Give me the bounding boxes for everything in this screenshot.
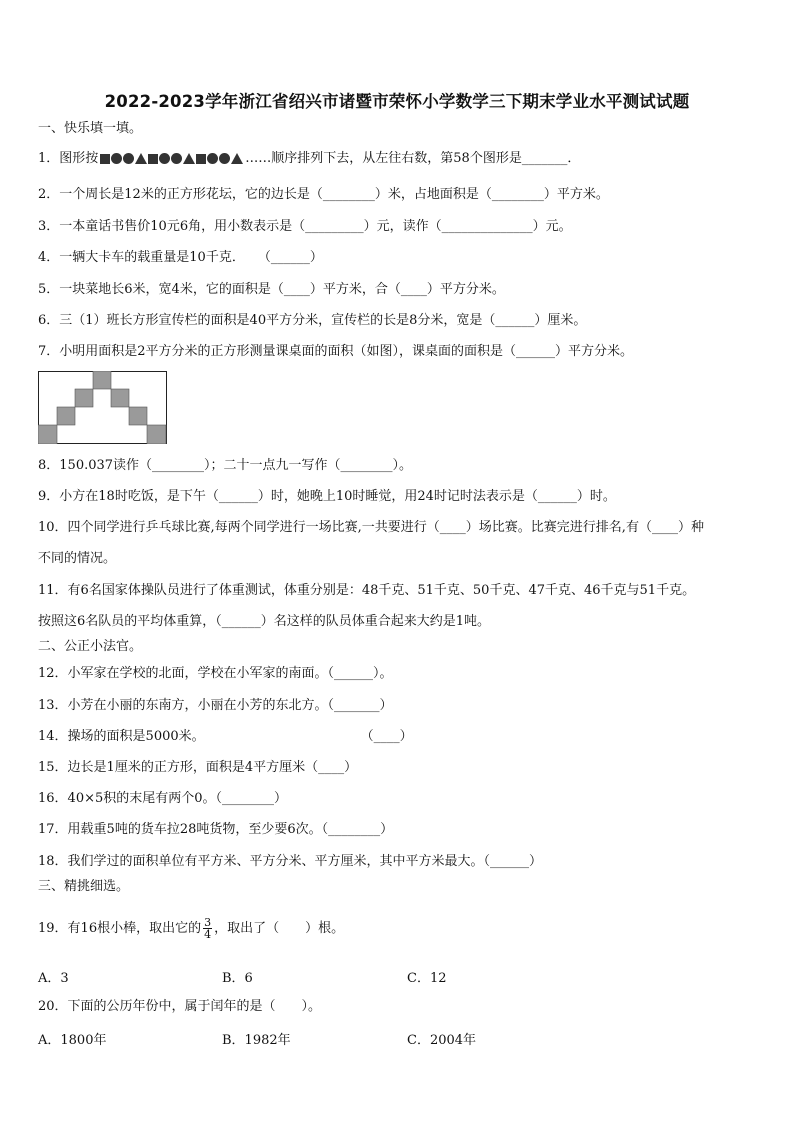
question-5: 5．一块菜地长6米，宽4米，它的面积是（____）平方米，合（____）平方分米。 xyxy=(38,282,505,297)
q19-option-a[interactable]: A．3 xyxy=(38,971,69,986)
question-11-continued: 按照这6名队员的平均体重算，（______）名这样的队员体重合起来大约是1吨。 xyxy=(38,614,491,629)
fraction-denominator: 4 xyxy=(204,928,212,941)
question-8: 8．150.037读作（________）；二十一点九一写作（________）。 xyxy=(38,458,413,473)
circle-icon xyxy=(219,153,230,164)
q20-option-a[interactable]: A．1800年 xyxy=(38,1033,107,1048)
fraction-numerator: 3 xyxy=(204,916,212,929)
question-12: 12．小军家在学校的北面，学校在小军家的南面。（______）。 xyxy=(38,666,393,681)
question-7: 7．小明用面积是2平方分米的正方形测量课桌面的面积（如图），课桌面的面积是（______）平方分米。 xyxy=(38,344,634,359)
question-4: 4．一辆大卡车的载重量是10千克． （______） xyxy=(38,250,323,265)
circle-icon xyxy=(159,153,170,164)
fraction xyxy=(203,917,212,940)
question-10: 10．四个同学进行乒乓球比赛,每两个同学进行一场比赛,一共要进行（____）场比赛。比赛完进行排名,有（____）种 xyxy=(38,520,704,535)
triangle-icon xyxy=(231,153,243,164)
question-16: 16．40×5积的末尾有两个0。（________） xyxy=(38,791,288,806)
question-19-prefix: 19．有16根小棒，取出它的 xyxy=(38,921,202,936)
question-19-suffix: ，取出了（ ）根。 xyxy=(214,921,345,936)
question-13: 13．小芳在小丽的东南方，小丽在小芳的东北方。（_______） xyxy=(38,698,393,713)
section-heading-2: 二、公正小法官。 xyxy=(38,639,143,654)
q20-option-b[interactable]: B．1982年 xyxy=(222,1033,291,1048)
question-15: 15．边长是1厘米的正方形，面积是4平方厘米（____） xyxy=(38,760,358,775)
question-1 xyxy=(38,150,758,168)
question-1-prefix: 1．图形按 xyxy=(38,151,99,166)
question-10-continued: 不同的情况。 xyxy=(38,551,117,566)
q20-option-c[interactable]: C．2004年 xyxy=(407,1033,477,1048)
shape-sequence xyxy=(100,153,243,164)
question-18: 18．我们学过的面积单位有平方米、平方分米、平方厘米，其中平方米最大。（______） xyxy=(38,854,543,869)
question-6: 6．三（1）班长方形宣传栏的面积是40平方分米，宣传栏的长是8分米，宽是（______）厘米。 xyxy=(38,313,587,328)
page-title: 2022-2023学年浙江省绍兴市诸暨市荣怀小学数学三下期末学业水平测试试题 xyxy=(104,92,690,111)
desk-tiling-figure xyxy=(38,371,167,444)
square-icon xyxy=(196,154,206,164)
circle-icon xyxy=(207,153,218,164)
square-icon xyxy=(148,154,158,164)
circle-icon xyxy=(123,153,134,164)
square-icon xyxy=(100,154,110,164)
question-14: 14．操场的面积是5000米。 （____） xyxy=(38,729,413,744)
question-1-suffix: ……顺序排列下去，从左往右数，第58个图形是_______． xyxy=(245,151,581,166)
circle-icon xyxy=(111,153,122,164)
question-2: 2．一个周长是12米的正方形花坛，它的边长是（________）米，占地面积是（________）平方米。 xyxy=(38,187,609,202)
section-heading-1: 一、快乐填一填。 xyxy=(38,121,143,136)
q19-option-b[interactable]: B．6 xyxy=(222,971,253,986)
question-11: 11．有6名国家体操队员进行了体重测试，体重分别是：48千克、51千克、50千克、47千克、46千克与51千克。 xyxy=(38,583,696,598)
question-20: 20．下面的公历年份中，属于闰年的是（ ）。 xyxy=(38,999,322,1014)
circle-icon xyxy=(171,153,182,164)
question-3: 3．一本童话书售价10元6角，用小数表示是（_________）元，读作（______________）元。 xyxy=(38,219,572,234)
question-17: 17．用载重5吨的货车拉28吨货物，至少要6次。（________） xyxy=(38,822,394,837)
triangle-icon xyxy=(135,153,147,164)
q19-option-c[interactable]: C．12 xyxy=(407,971,447,986)
question-9: 9．小方在18时吃饭，是下午（______）时，她晚上10时睡觉，用24时记时法表示是（______）时。 xyxy=(38,489,616,504)
section-heading-3: 三、精挑细选。 xyxy=(38,879,130,894)
question-19 xyxy=(38,914,758,944)
triangle-icon xyxy=(183,153,195,164)
